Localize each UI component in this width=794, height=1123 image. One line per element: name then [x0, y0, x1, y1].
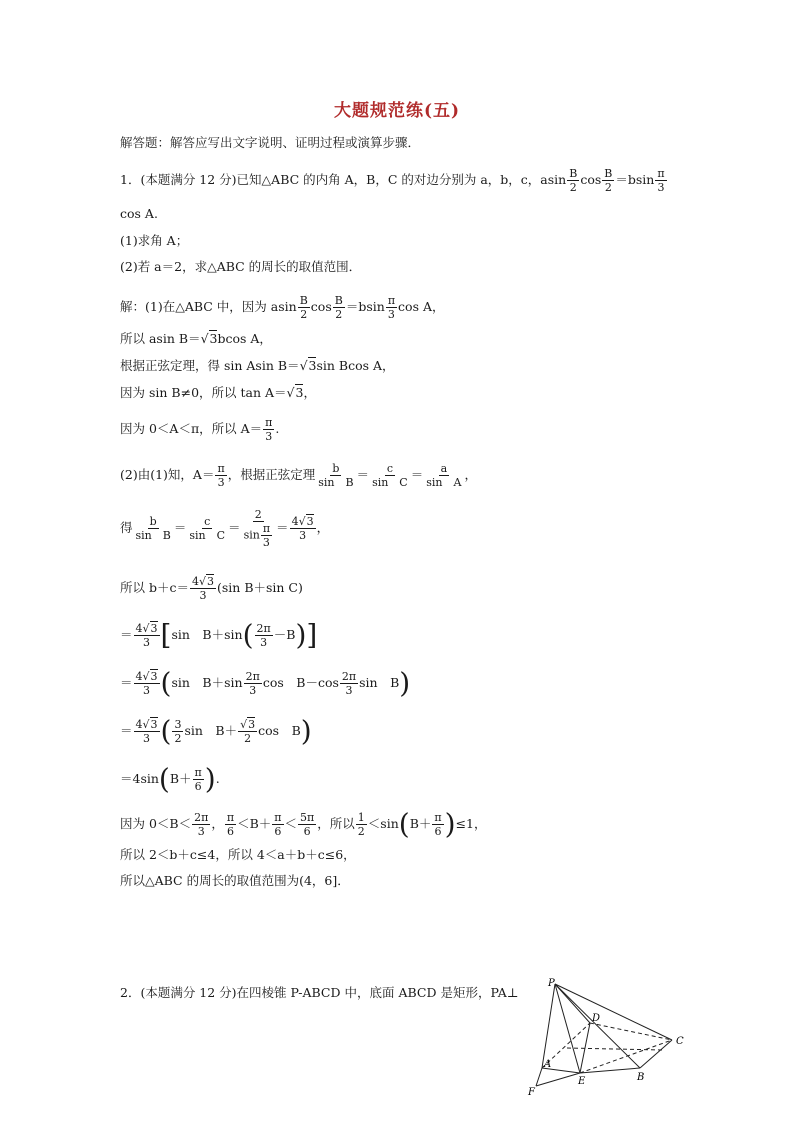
solution-line-4: 因为 sin B≠0，所以 tan A＝√3，	[120, 385, 316, 400]
solution-line-10: ＝ $\frac{4√3}{3}$ (sin B＋sin $\frac{2\pi}{3}$ cos B－cos $\frac{2\pi}{3}$ sin B)	[120, 666, 411, 700]
vertex-label-c: C	[676, 1036, 684, 1047]
solution-line-9: ＝ $\frac{4√3}{3}$ [sin B＋sin( $\frac{2\pi}{3}$ －B)]	[120, 618, 318, 652]
solution-line-1: 解：(1)在△ABC 中，因为 asin $\frac{B}{2}$ cos $\frac{B}{2}$ ＝bsin $\frac{\pi}{3}$ cos A，	[120, 294, 445, 321]
problem1-stem: 1．(本题满分 12 分)已知△ABC 的内角 A，B，C 的对边分别为 a，b，c，asin $\frac{B}{2}$ cos $\frac{B}{2}$ ＝bsin $\frac{\pi}{3}$	[120, 167, 665, 194]
fraction-b-over-2: $\frac{B}{2}$	[569, 167, 578, 194]
solution-line-11: ＝ $\frac{4√3}{3}$ ( $\frac{3}{2}$ sin B＋ $\frac{√3}{2}$ cos B)	[120, 714, 312, 748]
solution-line-15: 所以△ABC 的周长的取值范围为(4，6]．	[120, 873, 350, 888]
pyramid-diagram	[522, 978, 692, 1098]
problem1-stem-cont: cos A.	[120, 206, 158, 221]
vertex-label-p: P	[548, 978, 555, 989]
solution-line-3: 根据正弦定理，得 sin Asin B＝√3sin Bcos A，	[120, 358, 395, 373]
solution-line-7: 得 $\frac{b}{\text{sin B}}$ ＝ $\frac{c}{\text{sin C}}$ ＝ 2 sin $\frac{\pi}{3}$ ＝ $\frac{4√3}{3}$ ，	[120, 508, 330, 549]
vertex-label-d: D	[592, 1013, 601, 1024]
solution-line-5: 因为 0＜A＜π，所以 A＝ $\frac{\pi}{3}$ .	[120, 416, 280, 443]
fraction-pi-over-3: $\frac{\pi}{3}$	[657, 167, 665, 194]
problem2-stem: 2．(本题满分 12 分)在四棱锥 P-ABCD 中，底面 ABCD 是矩形，PA⊥	[120, 985, 519, 1000]
solution-line-13: 因为 0＜B＜ $\frac{2\pi}{3}$ ， $\frac{\pi}{6}$ ＜B＋ $\frac{\pi}{6}$ ＜ $\frac{5\pi}{6}$ ，所以 $\frac{1}{2}$ ＜sin(B＋ $\frac{\pi}{6}$ )≤1，	[120, 807, 487, 841]
solution-line-2: 所以 asin B＝√3bcos A，	[120, 331, 272, 346]
vertex-label-a: A	[544, 1059, 552, 1070]
solution-line-8: 所以 b＋c＝ $\frac{4√3}{3}$ (sin B＋sin C)	[120, 575, 303, 602]
vertex-label-e: E	[578, 1076, 586, 1087]
pyramid-figure	[522, 978, 692, 1098]
problem1-sub1: (1)求角 A；	[120, 233, 189, 248]
vertex-label-b: B	[637, 1072, 645, 1083]
solution-line-12: ＝4sin(B＋ $\frac{\pi}{6}$ ).	[120, 762, 220, 796]
vertex-label-f: F	[528, 1087, 535, 1098]
fraction-b-over-2: $\frac{B}{2}$	[604, 167, 613, 194]
problem1-sub2: (2)若 a＝2，求△ABC 的周长的取值范围．	[120, 259, 362, 274]
instructions: 解答题：解答应写出文字说明、证明过程或演算步骤．	[120, 135, 421, 150]
page-title: 大题规范练(五)	[333, 101, 461, 121]
solution-line-6: (2)由(1)知，A＝ $\frac{\pi}{3}$ ，根据正弦定理 $\frac{b}{\text{sin B}}$ ＝ $\frac{c}{\text{sin C}}$ ＝ $\frac{a}{\text{sin A}}$ ，	[120, 462, 477, 489]
solution-line-14: 所以 2＜b＋c≤4，所以 4＜a＋b＋c≤6，	[120, 847, 356, 862]
